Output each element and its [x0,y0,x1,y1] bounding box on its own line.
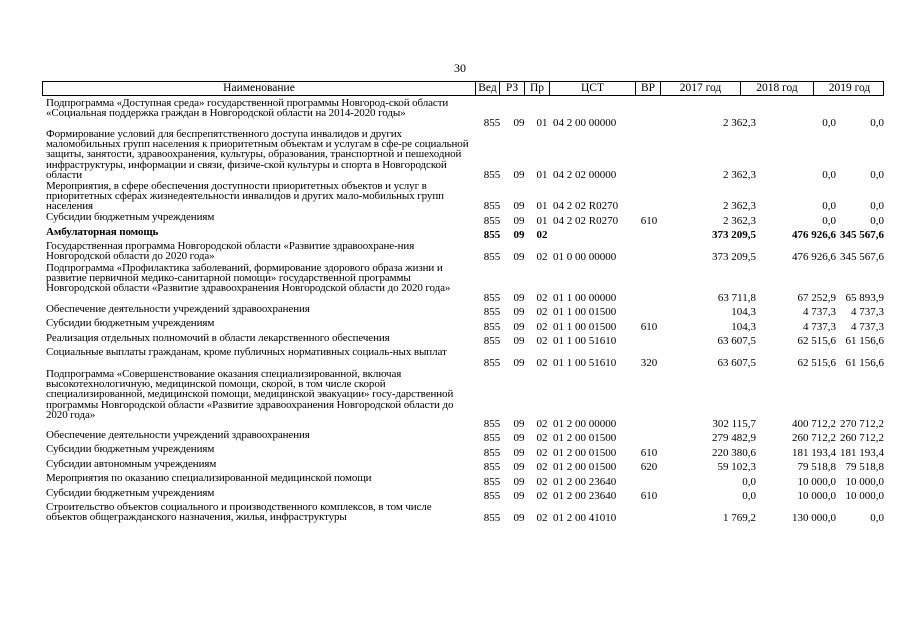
cell-cst: 01 2 00 23640 [553,476,617,488]
table-row [42,473,887,488]
cell-y2017: 2 362,3 [723,117,756,129]
cell-y2017: 63 607,5 [717,357,756,369]
table-row [42,444,887,459]
cell-rz: 09 [513,357,525,369]
cell-rz: 09 [513,512,525,524]
row-name: Реализация отдельных полномочий в области лекарственного обеспечения [46,332,390,344]
cell-cst: 01 1 00 51610 [553,335,617,347]
cell-ved: 855 [483,490,501,502]
cell-y2019: 270 712,2 [840,418,884,430]
cell-y2017: 2 362,3 [723,200,756,212]
cell-rz: 09 [513,461,525,473]
cell-y2018: 62 515,6 [797,357,836,369]
cell-vr: 620 [640,461,658,473]
cell-pr: 02 [536,512,548,524]
cell-y2018: 181 193,4 [792,447,836,459]
cell-rz: 09 [513,321,525,333]
row-name: Субсидии бюджетным учреждениям [46,211,215,223]
header-ved: Вед [475,82,499,95]
cell-y2018: 0,0 [822,215,836,227]
cell-pr: 02 [536,432,548,444]
table-row [42,212,887,227]
cell-rz: 09 [513,306,525,318]
cell-ved: 855 [483,432,501,444]
cell-y2019: 345 567,6 [840,229,884,241]
cell-y2019: 10 000,0 [845,476,884,488]
table-row [42,227,887,241]
cell-ved: 855 [483,306,501,318]
cell-ved: 855 [483,512,501,524]
row-name: Государственная программа Новгородской области «Развитие здравоохране-ния Новгородской области до 2020 года» [46,240,415,263]
cell-pr: 02 [536,490,548,502]
cell-pr: 02 [536,321,548,333]
cell-ved: 855 [483,418,501,430]
cell-ved: 855 [483,229,501,241]
cell-y2019: 65 893,9 [845,292,884,304]
header-2018: 2018 год [740,82,813,95]
cell-y2018: 79 518,8 [797,461,836,473]
cell-cst: 01 2 00 01500 [553,461,617,473]
row-name: Социальные выплаты гражданам, кроме публичных нормативных социаль-ных выплат [46,346,447,358]
table-row [42,181,887,212]
cell-y2017: 2 362,3 [723,169,756,181]
cell-ved: 855 [483,321,501,333]
cell-y2018: 4 737,3 [803,306,836,318]
cell-y2019: 0,0 [870,200,884,212]
cell-y2017: 373 209,5 [712,229,756,241]
cell-y2018: 67 252,9 [797,292,836,304]
table-row [42,318,887,333]
cell-y2017: 59 102,3 [717,461,756,473]
table-row [42,369,887,430]
cell-y2019: 0,0 [870,215,884,227]
row-name: Подпрограмма «Совершенствование оказания специализированной, включая высокотехнологичную, медицинской помощи, скорой, в том числе скорой специализированной, медицинской помощи, медицинской эвакуации» госу-дарственной программы Новгородской области «Развитие здравоохранения Новгородской области до 2020 года» [46,368,454,421]
row-name: Подпрограмма «Доступная среда» государственной программы Новгород-ской области «Социальная поддержка граждан в Новгородской области на 2014-2020 годы» [46,97,449,120]
cell-ved: 855 [483,447,501,459]
cell-cst: 01 0 00 00000 [553,251,617,263]
cell-y2018: 0,0 [822,200,836,212]
header-2019: 2019 год [813,82,885,95]
row-name: Обеспечение деятельности учреждений здравоохранения [46,429,310,441]
cell-y2018: 400 712,2 [792,418,836,430]
row-name: Субсидии бюджетным учреждениям [46,317,215,329]
cell-vr: 320 [640,357,658,369]
cell-y2017: 1 769,2 [723,512,756,524]
table-row [42,263,887,304]
table-row [42,430,887,444]
cell-ved: 855 [483,476,501,488]
header-vr: ВР [635,82,660,95]
cell-ved: 855 [483,461,501,473]
cell-pr: 01 [536,117,548,129]
cell-y2019: 0,0 [870,512,884,524]
header-pr: Пр [524,82,549,95]
cell-rz: 09 [513,335,525,347]
table-body [42,98,887,524]
cell-ved: 855 [483,215,501,227]
cell-y2019: 0,0 [870,169,884,181]
cell-y2018: 10 000,0 [797,490,836,502]
cell-cst: 04 2 00 00000 [553,117,617,129]
cell-pr: 02 [536,229,548,241]
table-row [42,129,887,181]
table-header [42,81,884,96]
cell-rz: 09 [513,447,525,459]
cell-pr: 02 [536,476,548,488]
cell-y2019: 345 567,6 [840,251,884,263]
cell-pr: 01 [536,169,548,181]
cell-y2018: 130 000,0 [792,512,836,524]
cell-pr: 02 [536,447,548,459]
cell-y2019: 61 156,6 [845,335,884,347]
cell-pr: 02 [536,461,548,473]
cell-cst: 01 1 00 51610 [553,357,617,369]
table-row [42,333,887,347]
cell-cst: 01 2 00 41010 [553,512,617,524]
cell-cst: 04 2 02 R0270 [553,200,619,212]
page-number: 30 [454,61,466,75]
cell-pr: 01 [536,200,548,212]
cell-y2018: 10 000,0 [797,476,836,488]
cell-y2017: 104,3 [731,306,756,318]
cell-y2017: 63 607,5 [717,335,756,347]
cell-cst: 01 1 00 01500 [553,321,617,333]
table-row [42,304,887,318]
cell-y2019: 0,0 [870,117,884,129]
cell-rz: 09 [513,476,525,488]
row-name: Обеспечение деятельности учреждений здравоохранения [46,303,310,315]
cell-y2019: 61 156,6 [845,357,884,369]
cell-rz: 09 [513,229,525,241]
cell-vr: 610 [640,321,658,333]
cell-y2018: 260 712,2 [792,432,836,444]
row-name: Подпрограмма «Профилактика заболеваний, формирование здорового образа жизни и развитие первичной медико-санитарной помощи» государственной программы Новгородской области «Развитие здравоохранения Новгородской области до 2020 года» [46,262,451,295]
row-name: Формирование условий для беспрепятственного доступа инвалидов и других маломобильных групп населения к приоритетным объектам и услугам в сфе-ре социальной защиты, занятости, здравоохранения, культуры, образования, транспортной и пешеходной инфраструктуры, информации и связи, физиче-ской культуры и спорта в Новгородской области [46,128,469,181]
cell-y2019: 79 518,8 [845,461,884,473]
cell-rz: 09 [513,169,525,181]
cell-y2019: 181 193,4 [840,447,884,459]
cell-rz: 09 [513,251,525,263]
cell-ved: 855 [483,117,501,129]
table-row [42,459,887,473]
row-name: Строительство объектов социального и производственного комплексов, в том числе объектов общегражданского назначения, жилья, инфраструктуры [46,501,432,524]
cell-pr: 02 [536,251,548,263]
row-name: Мероприятия по оказанию специализированной медицинской помощи [46,472,372,484]
cell-y2018: 0,0 [822,117,836,129]
cell-y2017: 302 115,7 [712,418,756,430]
table-row [42,488,887,502]
cell-y2017: 0,0 [742,490,756,502]
cell-cst: 01 1 00 00000 [553,292,617,304]
cell-cst: 01 1 00 01500 [553,306,617,318]
table-row [42,347,887,369]
row-name: Субсидии бюджетным учреждениям [46,487,215,499]
cell-ved: 855 [483,169,501,181]
cell-y2017: 2 362,3 [723,215,756,227]
cell-y2018: 0,0 [822,169,836,181]
cell-rz: 09 [513,432,525,444]
cell-rz: 09 [513,418,525,430]
cell-pr: 02 [536,306,548,318]
cell-y2019: 10 000,0 [845,490,884,502]
header-rz: РЗ [499,82,524,95]
cell-rz: 09 [513,292,525,304]
cell-cst: 04 2 02 00000 [553,169,617,181]
cell-vr: 610 [640,447,658,459]
cell-y2017: 220 380,6 [712,447,756,459]
cell-cst: 01 2 00 00000 [553,418,617,430]
header-cst: ЦСТ [549,82,635,95]
cell-cst: 04 2 02 R0270 [553,215,619,227]
cell-y2019: 4 737,3 [851,321,884,333]
cell-y2018: 476 926,6 [792,229,836,241]
cell-y2017: 279 482,9 [712,432,756,444]
header-name: Наименование [223,82,295,94]
cell-rz: 09 [513,215,525,227]
cell-cst: 01 2 00 01500 [553,447,617,459]
row-name: Субсидии автономным учреждениям [46,458,217,470]
cell-pr: 02 [536,292,548,304]
cell-vr: 610 [640,215,658,227]
cell-rz: 09 [513,490,525,502]
cell-cst: 01 2 00 01500 [553,432,617,444]
cell-pr: 02 [536,335,548,347]
cell-pr: 02 [536,418,548,430]
cell-rz: 09 [513,117,525,129]
cell-ved: 855 [483,335,501,347]
cell-y2018: 62 515,6 [797,335,836,347]
cell-rz: 09 [513,200,525,212]
cell-y2017: 63 711,8 [717,292,756,304]
table-row [42,241,887,263]
cell-ved: 855 [483,292,501,304]
cell-ved: 855 [483,200,501,212]
table-row [42,502,887,524]
header-2017: 2017 год [660,82,740,95]
cell-y2017: 0,0 [742,476,756,488]
row-name: Субсидии бюджетным учреждениям [46,443,215,455]
cell-y2018: 4 737,3 [803,321,836,333]
cell-y2017: 104,3 [731,321,756,333]
cell-pr: 02 [536,357,548,369]
cell-ved: 855 [483,251,501,263]
cell-y2019: 260 712,2 [840,432,884,444]
cell-y2019: 4 737,3 [851,306,884,318]
cell-y2017: 373 209,5 [712,251,756,263]
row-name: Амбулаторная помощь [46,226,159,238]
cell-pr: 01 [536,215,548,227]
cell-y2018: 476 926,6 [792,251,836,263]
row-name: Мероприятия, в сфере обеспечения доступности приоритетных объектов и услуг в приоритетных сферах жизнедеятельности инвалидов и других мало-мобильных групп населения [46,180,444,213]
cell-vr: 610 [640,490,658,502]
cell-cst: 01 2 00 23640 [553,490,617,502]
table-row [42,98,887,129]
cell-ved: 855 [483,357,501,369]
